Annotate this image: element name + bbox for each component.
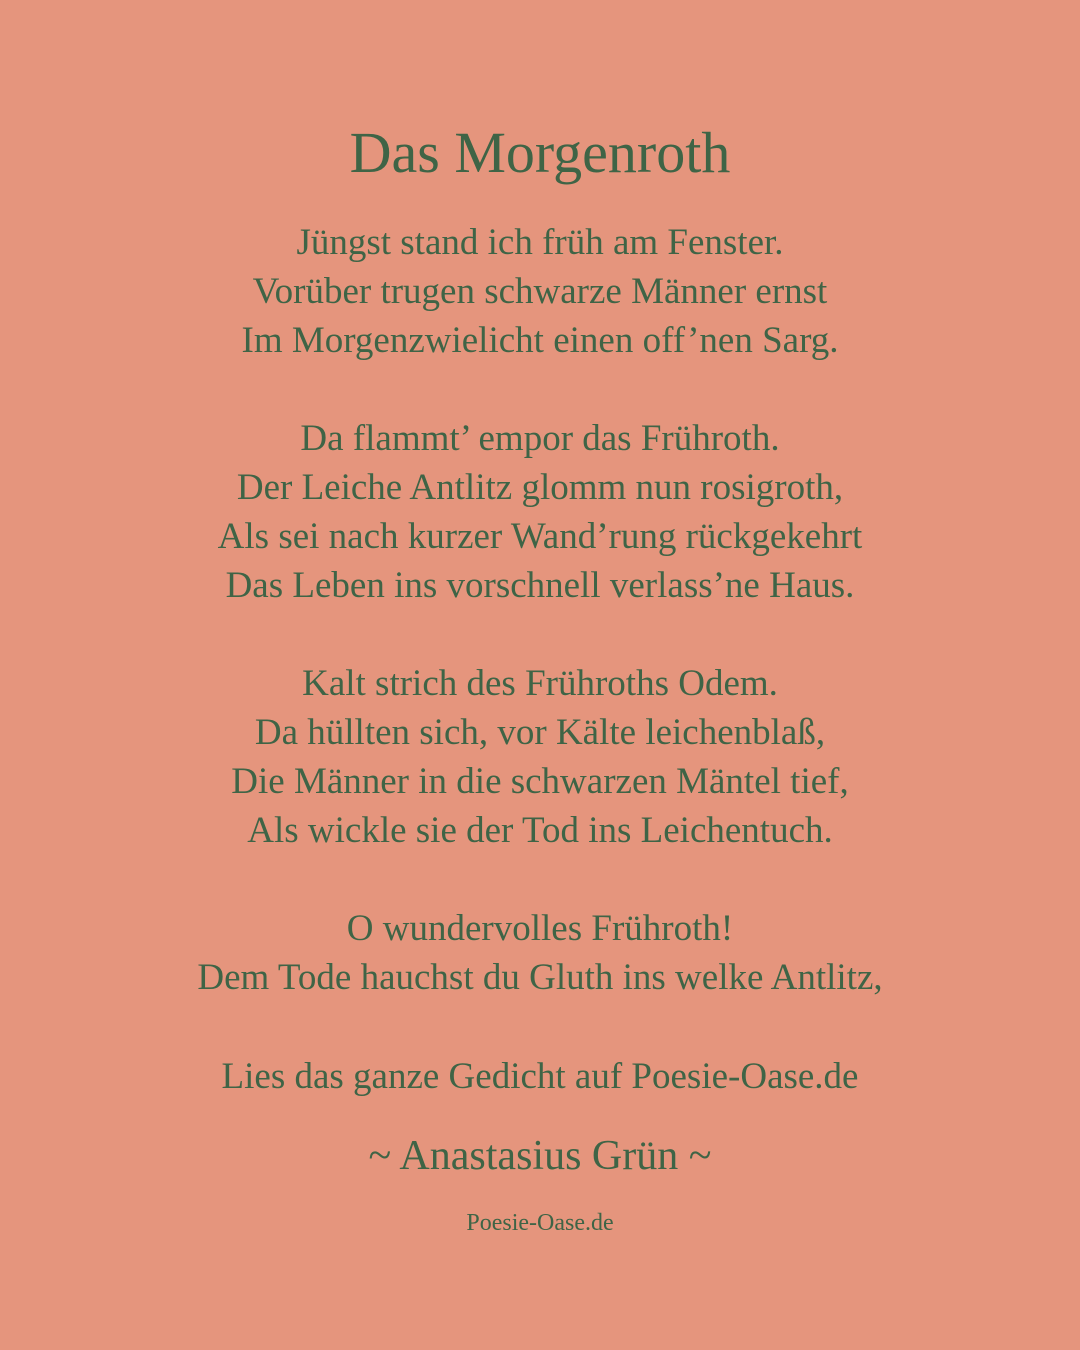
poem-line: Als wickle sie der Tod ins Leichentuch. (247, 810, 833, 851)
stanza-2 (0, 414, 1080, 610)
stanza-4 (0, 904, 1080, 1002)
poem-line: Da hüllten sich, vor Kälte leichenblaß, (254, 712, 826, 753)
stanza-3 (0, 659, 1080, 855)
poem-line: Da flammt’ empor das Frühroth. (300, 418, 780, 459)
poem-line: Kalt strich des Frühroths Odem. (302, 663, 778, 704)
poem-line: Der Leiche Antlitz glomm nun rosigroth, (236, 467, 844, 508)
poem-line: O wundervolles Frühroth! (346, 908, 734, 949)
poem-line: Vorüber trugen schwarze Männer ernst (252, 271, 828, 312)
poem-line: Das Leben ins vorschnell verlass’ne Haus. (225, 565, 855, 606)
poem-line: Die Männer in die schwarzen Mäntel tief, (231, 761, 849, 802)
poem-title: Das Morgenroth (349, 120, 731, 185)
poem-line: Als sei nach kurzer Wand’rung rückgekehrt (217, 516, 863, 557)
read-full-poem-text: Lies das ganze Gedicht auf Poesie-Oase.de (221, 1056, 859, 1097)
poem-line: Im Morgenzwielicht einen off’nen Sarg. (241, 320, 839, 361)
poem-line: Jüngst stand ich früh am Fenster. (296, 222, 784, 263)
poem-line: Dem Tode hauchst du Gluth ins welke Antlitz, (197, 957, 883, 998)
poem-body (0, 218, 1080, 1051)
stanza-1 (0, 218, 1080, 365)
site-watermark: Poesie-Oase.de (466, 1210, 614, 1236)
author-name: ~ Anastasius Grün ~ (368, 1133, 712, 1179)
